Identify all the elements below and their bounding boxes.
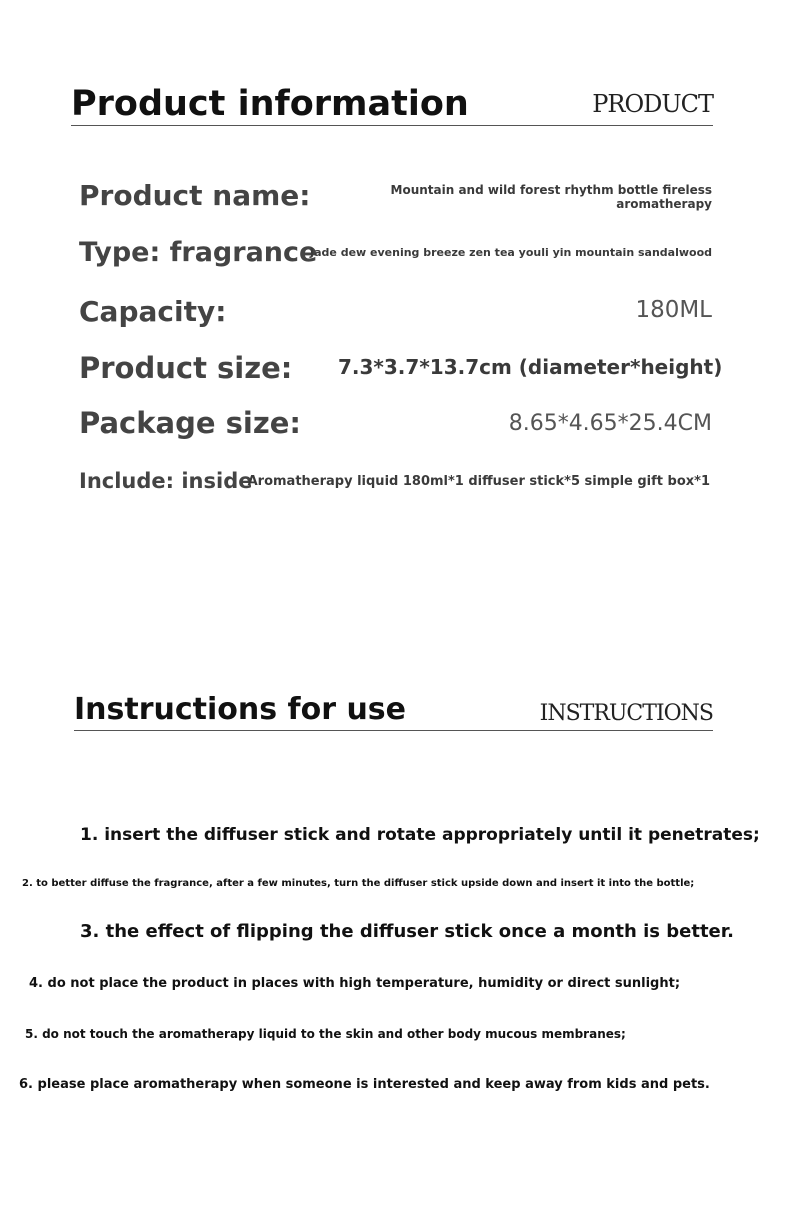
- product-section-tag: PRODUCT: [592, 90, 713, 118]
- instruction-step-1: 1. insert the diffuser stick and rotate appropriately until it penetrates;: [80, 825, 760, 845]
- instruction-step-6: 6. please place aromatherapy when someone is interested and keep away from kids and pets.: [19, 1077, 710, 1092]
- package-size-label: Package size:: [79, 406, 301, 440]
- type-value: Jade dew evening breeze zen tea youli yin mountain sandalwood: [310, 246, 712, 259]
- instructions-section-title: Instructions for use: [74, 692, 407, 727]
- product-section-divider: [71, 125, 713, 126]
- instructions-section-tag: INSTRUCTIONS: [539, 701, 713, 726]
- product-size-value: 7.3*3.7*13.7cm (diameter*height): [338, 355, 723, 379]
- instruction-step-5: 5. do not touch the aromatherapy liquid to the skin and other body mucous membranes;: [25, 1027, 626, 1041]
- instruction-step-2: 2. to better diffuse the fragrance, after a few minutes, turn the diffuser stick upside down and insert it into the bottle;: [22, 878, 695, 889]
- include-label: Include: inside: [79, 469, 253, 493]
- instructions-section-divider: [74, 730, 713, 731]
- capacity-label: Capacity:: [79, 295, 227, 328]
- package-size-value: 8.65*4.65*25.4CM: [508, 411, 712, 436]
- capacity-value: 180ML: [635, 297, 712, 323]
- product-size-label: Product size:: [79, 351, 293, 385]
- include-value: Aromatherapy liquid 180ml*1 diffuser stick*5 simple gift box*1: [247, 474, 710, 489]
- product-name-label: Product name:: [79, 179, 311, 212]
- product-name-value-line1: Mountain and wild forest rhythm bottle fireless: [390, 183, 712, 197]
- product-section-title: Product information: [71, 84, 469, 124]
- instruction-step-4: 4. do not place the product in places with high temperature, humidity or direct sunlight;: [29, 976, 681, 991]
- type-label: Type: fragrance: [79, 237, 318, 268]
- instruction-step-3: 3. the effect of flipping the diffuser stick once a month is better.: [80, 921, 734, 942]
- product-name-value-line2: aromatherapy: [616, 197, 712, 211]
